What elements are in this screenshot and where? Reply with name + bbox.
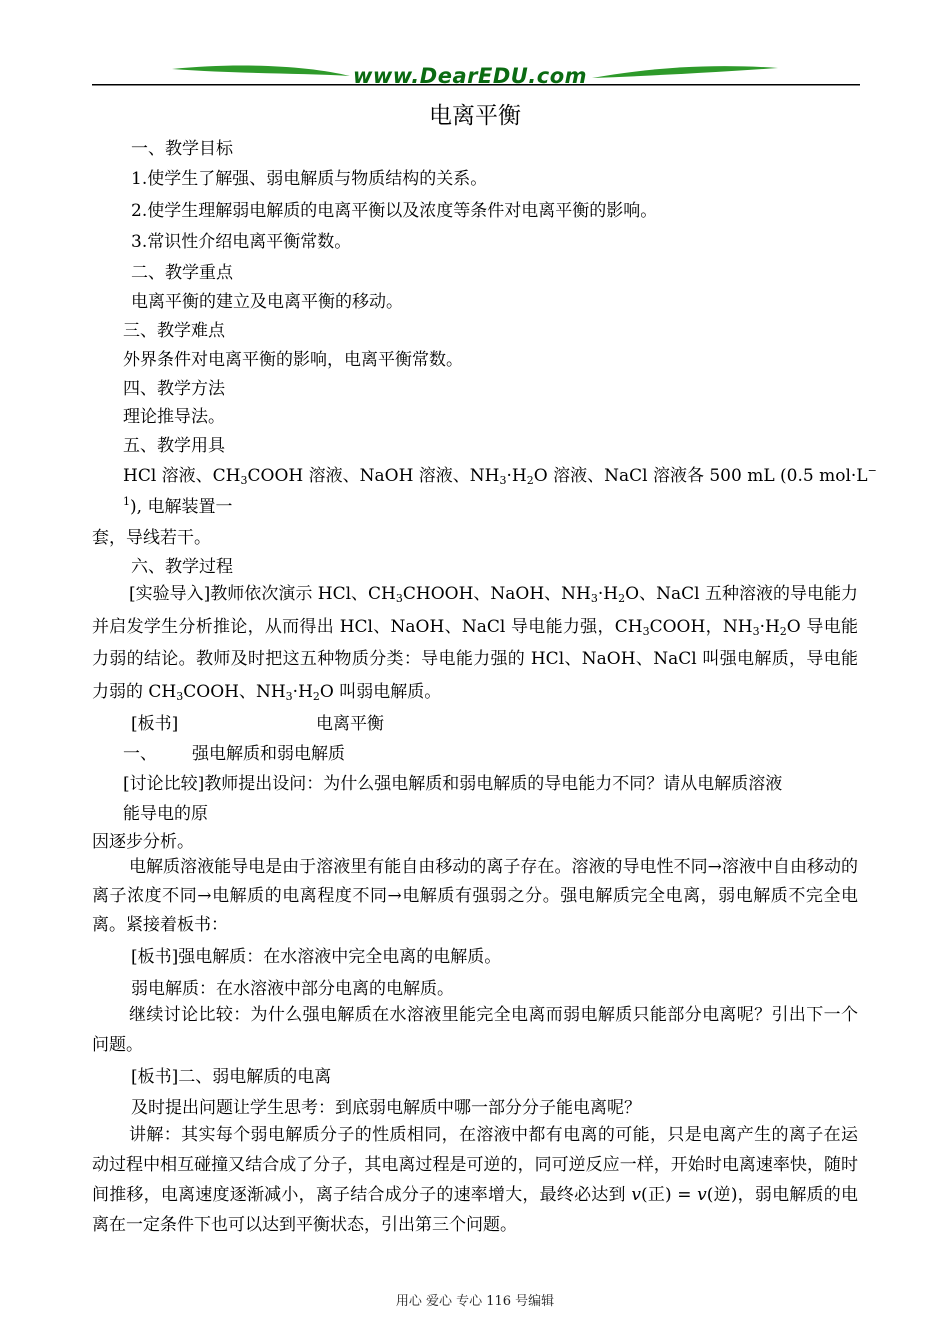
section-heading-difficulties: 三、教学难点 <box>123 321 225 341</box>
subsection-title-1: 强电解质和弱电解质 <box>192 744 345 764</box>
left-swoosh <box>172 65 350 76</box>
question-line: 及时提出问题让学生思考：到底弱电解质中哪一部分分子能电离呢？ <box>131 1098 641 1118</box>
difficulties-text: 外界条件对电离平衡的影响，电离平衡常数。 <box>123 350 463 370</box>
discussion-line-1: [讨论比较]教师提出设问：为什么强电解质和弱电解质的导电能力不同？请从电解质溶液 <box>123 774 783 794</box>
explanation-paragraph: 讲解：其实每个弱电解质分子的性质相同，在溶液中都有电离的可能，只是电离产生的离子在运动过程中相互碰撞又结合成了分子，其电离过程是可逆的，同可逆反应一样，开始时电离速率快，随时间推移，电离速度逐渐减小，离子结合成分子的速率增大，最终必达到 v(正) = v(逆)，弱电解质的电离在一定条件下也可以达到平衡状态，引出第三个问题。 <box>92 1125 858 1235</box>
section-heading-key-points: 二、教学重点 <box>131 263 233 283</box>
site-logo-text: www.DearEDU.com <box>352 64 588 88</box>
discussion-line-2: 能导电的原 <box>123 804 208 824</box>
continue-discussion-paragraph: 继续讨论比较：为什么强电解质在水溶液里能完全电离而弱电解质只能部分电离呢？引出下一个问题。 <box>92 1005 858 1055</box>
board-weak-ionization: [板书]二、弱电解质的电离 <box>131 1067 332 1087</box>
weak-definition: 弱电解质：在水溶液中部分电离的电解质。 <box>131 979 454 999</box>
section-heading-materials: 五、教学用具 <box>123 436 225 456</box>
materials-line-2: $^1$), 电解装置一 <box>123 495 233 517</box>
intro-paragraph: [实验导入]教师依次演示 HCl、$CH_3CHOOH$、NaOH、$NH_3\cdot H_2O$、NaCl 五种溶液的导电能力并启发学生分析推论，从而得出 HCl、NaOH、NaCl 导电能力强，$CH_3COOH$，$NH_3\cdot H_2O$ 导电能力弱的结论。教师及时把这五种物质分类：导电能力强的 HCl、NaOH、NaCl 叫强电解质，导电能力弱的 $CH_3COOH$、$NH_3\cdot H_2O$ 叫弱电解质。 <box>92 584 858 703</box>
conduction-paragraph: 电解质溶液能导电是由于溶液里有能自由移动的离子存在。溶液的导电性不同→溶液中自由移动的离子浓度不同→电解质的电离程度不同→电解质有强弱之分。强电解质完全电离，弱电解质不完全电离。紧接着板书： <box>92 857 858 935</box>
materials-line-3: 套，导线若干。 <box>92 528 211 548</box>
section-heading-method: 四、教学方法 <box>123 379 225 399</box>
board-label-1: [板书] <box>131 714 179 734</box>
method-text: 理论推导法。 <box>123 407 225 427</box>
board-title-1: 电离平衡 <box>316 714 384 734</box>
page-header <box>0 0 950 100</box>
goal-item-2: 2.使学生理解弱电解质的电离平衡以及浓度等条件对电离平衡的影响。 <box>131 201 658 221</box>
subsection-number-1: 一、 <box>123 744 157 764</box>
document-title: 电离平衡 <box>429 103 521 129</box>
goal-item-1: 1.使学生了解强、弱电解质与物质结构的关系。 <box>131 169 488 189</box>
key-points-text: 电离平衡的建立及电离平衡的移动。 <box>131 292 403 312</box>
goal-item-3: 3.常识性介绍电离平衡常数。 <box>131 232 352 252</box>
right-swoosh <box>592 66 778 78</box>
page-footer: 用心 爱心 专心 116 号编辑 <box>395 1294 555 1309</box>
materials-line-1: HCl 溶液、$CH_3COOH$ 溶液、NaOH 溶液、$NH_3\cdot H_2O$ 溶液、NaCl 溶液各 500 mL (0.5 mol·L− <box>123 464 877 487</box>
board-strong-definition: [板书]强电解质：在水溶液中完全电离的电解质。 <box>131 947 502 967</box>
section-heading-process: 六、教学过程 <box>131 557 233 577</box>
discussion-line-3: 因逐步分析。 <box>92 832 194 852</box>
section-heading-goals: 一、教学目标 <box>131 139 233 159</box>
